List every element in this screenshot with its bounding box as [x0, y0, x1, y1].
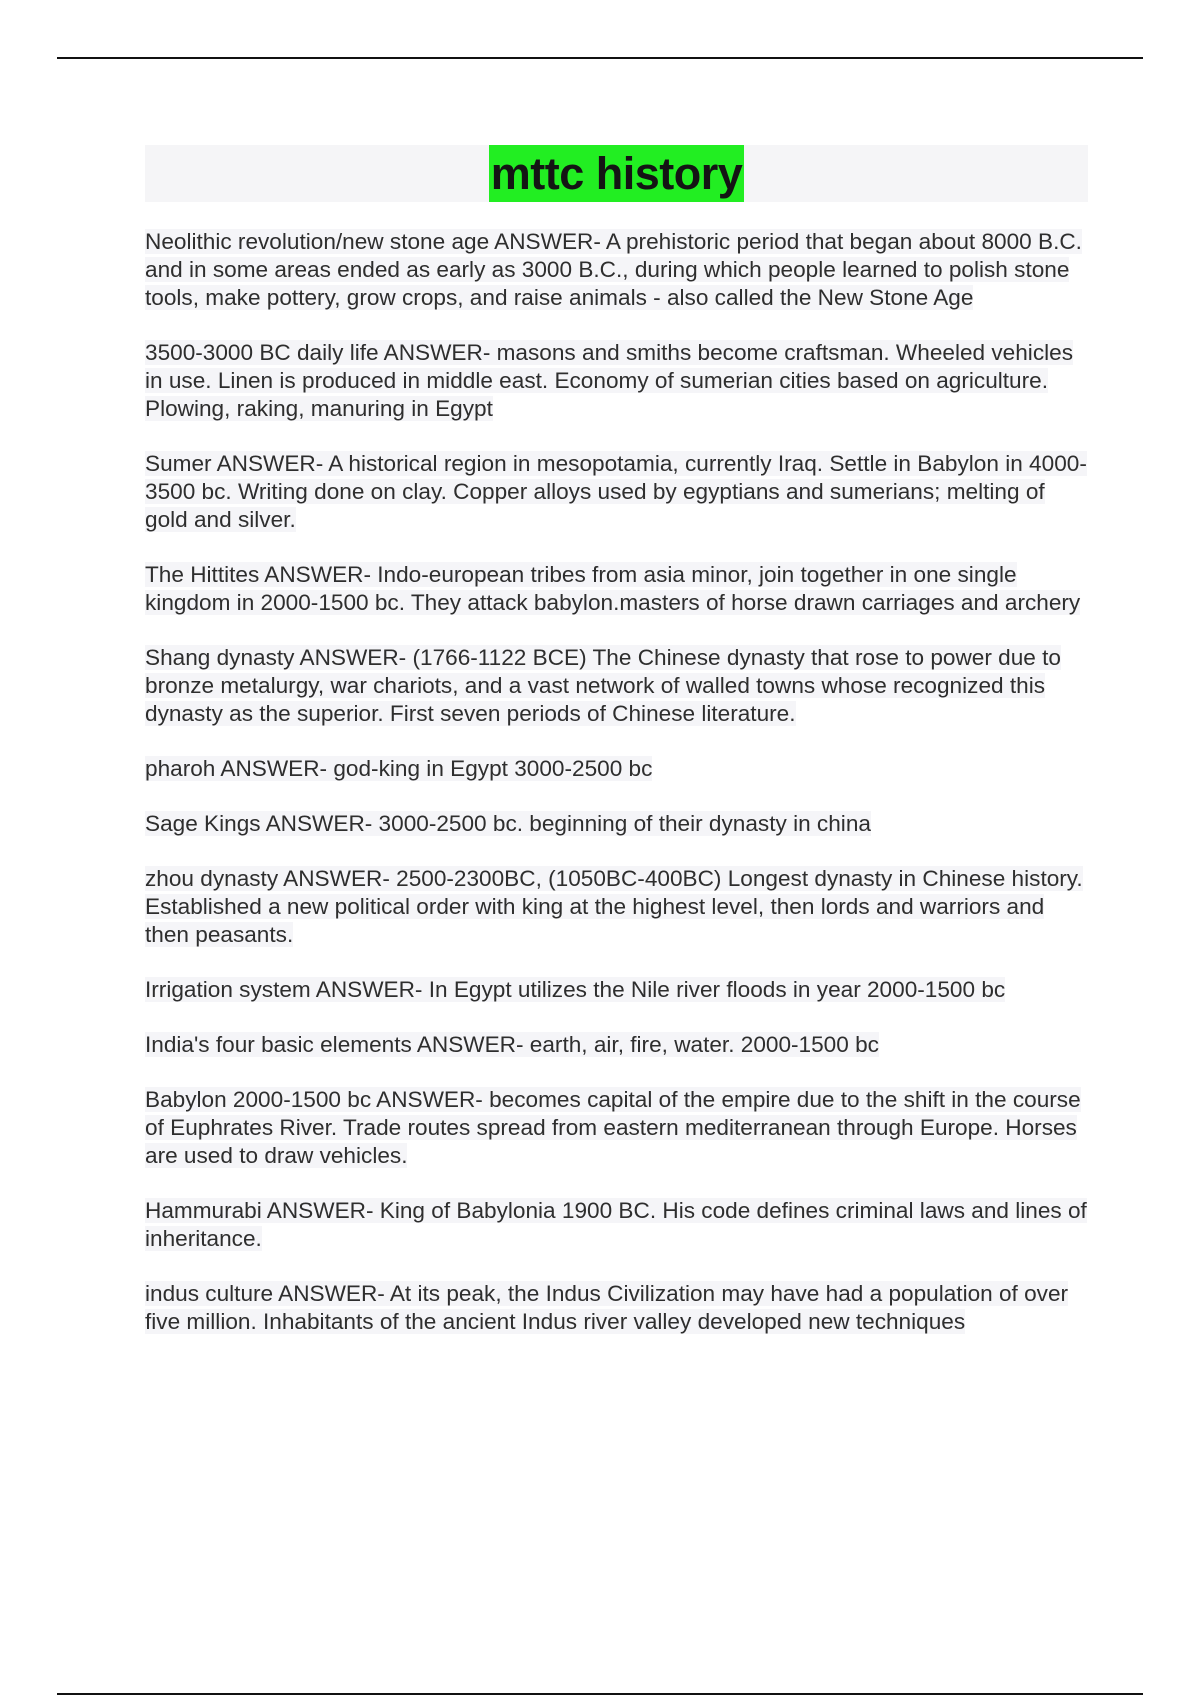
- flashcard-entry: [145, 450, 1090, 534]
- flashcard-text: Babylon 2000-1500 bc ANSWER- becomes capital of the empire due to the shift in the course of Euphrates River. Trade routes spread from eastern mediterranean through Europe. Horses are used to draw vehicles.: [145, 1087, 1081, 1168]
- flashcard-entry: [145, 644, 1090, 728]
- flashcard-text: Irrigation system ANSWER- In Egypt utilizes the Nile river floods in year 2000-1500 bc: [145, 977, 1006, 1002]
- flashcard-entry: [145, 1280, 1090, 1336]
- flashcard-entry: [145, 1086, 1090, 1170]
- title-band: [145, 145, 1088, 202]
- flashcard-entry: [145, 1197, 1090, 1253]
- flashcard-entry: [145, 228, 1090, 312]
- flashcard-text: India's four basic elements ANSWER- earth, air, fire, water. 2000-1500 bc: [145, 1032, 879, 1057]
- flashcard-entry: [145, 1031, 1090, 1059]
- flashcard-entry: [145, 865, 1090, 949]
- flashcard-entry: [145, 339, 1090, 423]
- footer-rule: [57, 1693, 1143, 1695]
- flashcard-text: 3500-3000 BC daily life ANSWER- masons and smiths become craftsman. Wheeled vehicles in use. Linen is produced in middle east. Economy of sumerian cities based on agriculture. Plowing, raking, manuring in Egypt: [145, 340, 1074, 421]
- flashcard-text: Sage Kings ANSWER- 3000-2500 bc. beginning of their dynasty in china: [145, 811, 871, 836]
- flashcard-entry: [145, 561, 1090, 617]
- flashcard-text: The Hittites ANSWER- Indo-european tribes from asia minor, join together in one single kingdom in 2000-1500 bc. They attack babylon.masters of horse drawn carriages and archery: [145, 562, 1081, 615]
- flashcard-entry: [145, 810, 1090, 838]
- header-rule: [57, 57, 1143, 59]
- flashcard-text: indus culture ANSWER- At its peak, the Indus Civilization may have had a population of over five million. Inhabitants of the ancient Indus river valley developed new techniques: [145, 1281, 1069, 1334]
- flashcard-entry: [145, 755, 1090, 783]
- document-title: mttc history: [489, 145, 745, 202]
- flashcard-text: Shang dynasty ANSWER- (1766-1122 BCE) The Chinese dynasty that rose to power due to bronze metalurgy, war chariots, and a vast network of walled towns whose recognized this dynasty as the superior. First seven periods of Chinese literature.: [145, 645, 1061, 726]
- flashcard-entry: [145, 976, 1090, 1004]
- flashcard-text: pharoh ANSWER- god-king in Egypt 3000-2500 bc: [145, 756, 653, 781]
- flashcard-text: zhou dynasty ANSWER- 2500-2300BC, (1050BC-400BC) Longest dynasty in Chinese history. Established a new political order with king at the highest level, then lords and warriors and then peasants.: [145, 866, 1083, 947]
- flashcard-list: [145, 228, 1090, 1363]
- flashcard-text: Neolithic revolution/new stone age ANSWER- A prehistoric period that began about 8000 B.C. and in some areas ended as early as 3000 B.C., during which people learned to polish stone tools, make pottery, grow crops, and raise animals - also called the New Stone Age: [145, 229, 1082, 310]
- flashcard-text: Sumer ANSWER- A historical region in mesopotamia, currently Iraq. Settle in Babylon in 4000-3500 bc. Writing done on clay. Copper alloys used by egyptians and sumerians; melting of gold and silver.: [145, 451, 1087, 532]
- flashcard-text: Hammurabi ANSWER- King of Babylonia 1900 BC. His code defines criminal laws and lines of inheritance.: [145, 1198, 1087, 1251]
